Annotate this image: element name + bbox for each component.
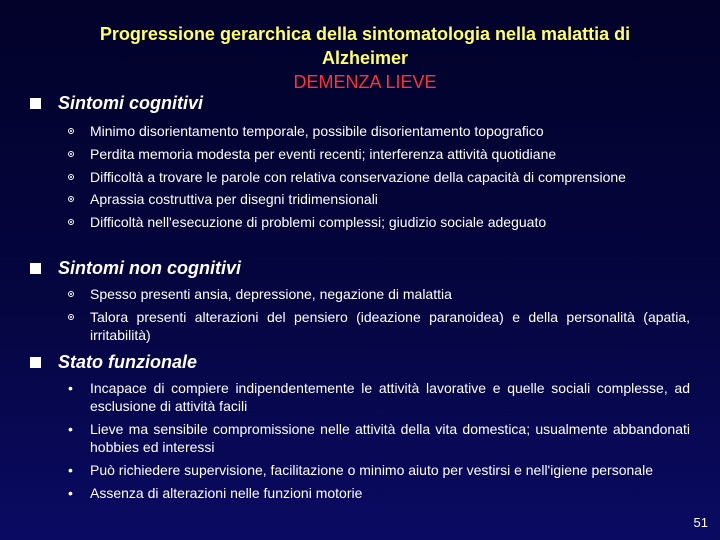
dot-bullet-icon: • <box>68 380 73 396</box>
list-item-text: Aprassia costruttiva per disegni tridimensionali <box>90 191 378 207</box>
list-item <box>66 420 690 456</box>
list-item-text: Incapace di compiere indipendentemente le attività lavorative e quelle sociali complesse, ad esclusione di attività facili <box>90 380 690 414</box>
list-item <box>66 285 690 303</box>
title-line-2: Alzheimer <box>321 48 409 68</box>
list-item-text: Difficoltà a trovare le parole con relativa conservazione della capacità di comprensione <box>90 169 626 185</box>
section-heading-functional-status <box>30 352 197 373</box>
dot-bullet-icon: • <box>68 485 73 501</box>
title-line-1: Progressione gerarchica della sintomatologia nella malattia di <box>99 24 631 44</box>
square-bullet-icon <box>30 357 41 368</box>
slide-title <box>40 22 690 94</box>
functional-status-list <box>66 379 690 507</box>
list-item-text: Perdita memoria modesta per eventi recenti; interferenza attività quotidiane <box>90 146 557 162</box>
list-item-text: Minimo disorientamento temporale, possibile disorientamento topografico <box>90 123 544 139</box>
square-bullet-icon <box>30 263 41 274</box>
list-item <box>66 145 690 163</box>
non-cognitive-symptoms-list <box>66 285 690 349</box>
list-item-text: Spesso presenti ansia, depressione, negazione di malattia <box>90 286 452 302</box>
section-heading-cognitive <box>30 93 203 114</box>
cognitive-symptoms-list <box>66 122 690 236</box>
list-item-text: Lieve ma sensibile compromissione nelle attività della vita domestica; usualmente abbandonati hobbies ed interessi <box>90 421 690 455</box>
list-item <box>66 122 690 140</box>
dot-bullet-icon: • <box>68 462 73 478</box>
list-item <box>66 168 690 186</box>
list-item <box>66 461 690 479</box>
dot-bullet-icon: • <box>68 421 73 437</box>
page-number: 51 <box>693 515 708 530</box>
list-item-text: Può richiedere supervisione, facilitazione o minimo aiuto per vestirsi e nell'igiene personale <box>90 462 653 478</box>
list-item <box>66 190 690 208</box>
list-item <box>66 308 690 344</box>
list-item <box>66 213 690 231</box>
list-item <box>66 484 690 502</box>
section-heading-non-cognitive <box>30 258 241 279</box>
square-bullet-icon <box>30 98 41 109</box>
section-heading-label: Sintomi non cognitivi <box>58 258 241 278</box>
list-item-text: Talora presenti alterazioni del pensiero (ideazione paranoidea) e della personalità (apatia, irritabilità) <box>90 309 690 343</box>
list-item-text: Assenza di alterazioni nelle funzioni motorie <box>90 485 363 501</box>
slide-subtitle: DEMENZA LIEVE <box>293 72 437 92</box>
list-item-text: Difficoltà nell'esecuzione di problemi complessi; giudizio sociale adeguato <box>90 214 547 230</box>
section-heading-label: Stato funzionale <box>58 352 197 372</box>
section-heading-label: Sintomi cognitivi <box>58 93 204 113</box>
list-item <box>66 379 690 415</box>
